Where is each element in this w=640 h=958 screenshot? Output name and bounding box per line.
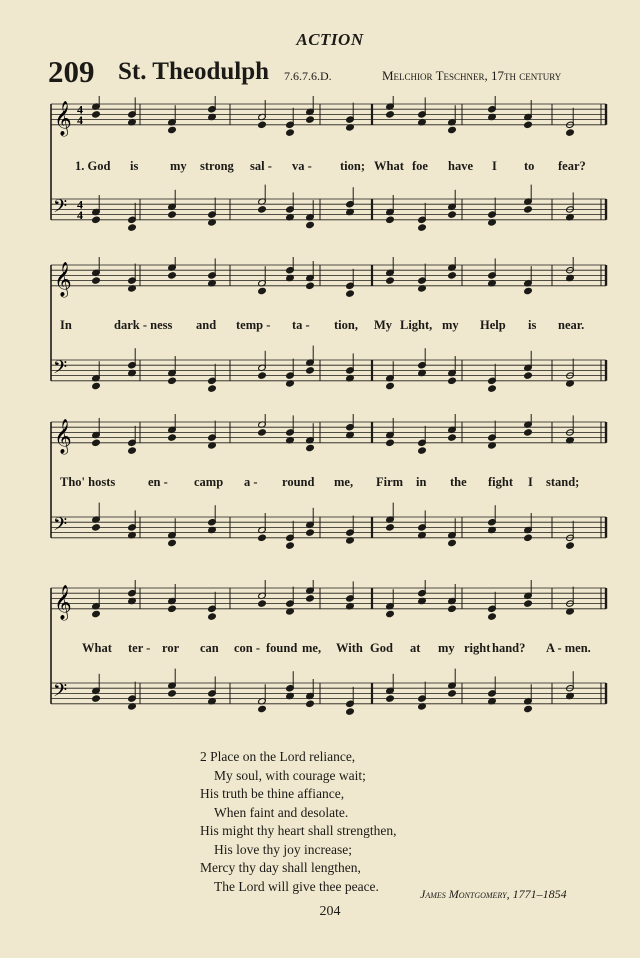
note-head [346,290,355,297]
lyric-syllable: my [438,641,455,655]
lyric-syllable: can [200,641,219,655]
note-head [386,277,395,284]
treble-clef-icon: 𝄞 [54,100,72,136]
lyric-syllable: fear? [558,159,586,173]
note-head [566,542,575,549]
verse-line: His love thy joy increase; [214,841,352,857]
bass-clef-icon: 𝄢 [53,196,68,222]
hymn-number: 209 [48,54,95,89]
lyric-syllable: stand; [546,475,580,489]
lyric-syllable: camp [194,475,224,489]
lyric-syllable: strong [200,159,234,173]
note-head [386,111,395,118]
note-head [524,206,533,213]
note-head [386,382,395,389]
note-head [286,129,295,136]
lyric-syllable: tion, [334,318,358,332]
note-head [168,434,177,441]
lyric-syllable: near. [558,318,585,332]
treble-clef-icon: 𝄞 [54,418,72,454]
note-head [92,695,101,702]
note-head [386,610,395,617]
lyric-syllable: have [448,159,473,173]
note-head [306,700,315,707]
bass-clef-icon: 𝄢 [53,357,68,383]
note-head [306,221,315,228]
lyric-syllable: I [492,159,497,173]
note-head [306,367,315,374]
bass-clef-icon: 𝄢 [53,514,68,540]
note-head [258,600,267,607]
note-head [92,382,101,389]
lyric-syllable: Light, [400,318,433,332]
lyric-syllable: hand? [492,641,526,655]
verse-line: 2 Place on the Lord reliance, [200,749,356,764]
note-head [92,111,101,118]
time-signature-top: 4 [77,197,83,212]
note-head [386,695,395,702]
lyric-syllable: My [374,318,393,332]
note-head [306,595,315,602]
note-head [168,211,177,218]
note-head [258,121,267,128]
lyric-syllable: round [282,475,315,489]
lyric-syllable: in [416,475,427,489]
lyric-syllable: 1. God [75,159,111,173]
lyric-syllable: temp - [236,318,271,332]
verse-line: His might thy heart shall strengthen, [200,823,397,838]
page-number: 204 [319,904,341,919]
lyric-syllable: my [170,159,187,173]
note-head [258,705,267,712]
note-head [258,372,267,379]
note-head [168,539,177,546]
lyric-syllable: tion; [340,159,365,173]
verse-line: When faint and desolate. [214,804,349,820]
note-head [346,708,355,715]
note-head [524,600,533,607]
note-head [92,216,101,223]
lyric-syllable: ta - [292,318,310,332]
note-head [448,377,457,384]
lyric-syllable: my [442,318,459,332]
note-head [258,429,267,436]
note-head [524,121,533,128]
note-head [92,610,101,617]
note-head [306,444,315,451]
lyric-syllable: ter - [128,641,151,655]
note-head [524,534,533,541]
verse-line: Mercy thy day shall lengthen, [200,860,361,875]
lyric-syllable: dark - ness [114,318,173,332]
note-head [92,439,101,446]
note-head [128,447,137,454]
note-head [168,272,177,279]
note-head [448,690,457,697]
lyric-syllable: con - [234,641,261,655]
lyric-syllable: a - [244,475,258,489]
verse-line: The Lord will give thee peace. [214,878,379,894]
lyric-syllable: to [524,159,535,173]
time-signature-top: 4 [77,102,83,117]
note-head [524,287,533,294]
lyric-syllable: Firm [376,475,404,489]
lyric-syllable: sal - [250,159,272,173]
note-head [524,429,533,436]
section-heading: ACTION [296,30,364,49]
note-head [448,605,457,612]
lyric-syllable: I [528,475,533,489]
lyric-syllable: What [374,159,404,173]
note-head [286,542,295,549]
lyric-syllable: fight [488,475,513,489]
note-head [448,211,457,218]
note-head [448,126,457,133]
treble-clef-icon: 𝄞 [54,261,72,297]
staff-notation [50,414,610,564]
note-head [128,224,137,231]
lyric-syllable: With [336,641,363,655]
note-head [168,605,177,612]
note-head [524,372,533,379]
note-head [488,385,497,392]
verse-line: His truth be thine affiance, [200,786,345,801]
composer: Melchior Teschner, 17th century [382,68,562,83]
lyric-syllable: is [130,159,139,173]
lyric-syllable: ror [162,641,180,655]
note-head [524,705,533,712]
tune-name: St. Theodulph [118,58,270,85]
note-head [258,534,267,541]
lyric-syllable: God [370,641,393,655]
note-head [258,206,267,213]
verse-line: My soul, with courage wait; [214,767,366,783]
note-head [306,529,315,536]
time-signature-bottom: 4 [77,112,83,127]
lyric-syllable: me, [334,475,354,489]
note-head [168,690,177,697]
note-head [386,439,395,446]
lyric-syllable: at [410,641,421,655]
lyric-syllable: and [196,318,217,332]
lyric-syllable: the [450,475,467,489]
note-head [448,272,457,279]
note-head [418,447,427,454]
note-head [92,277,101,284]
verse-number: 2 [200,749,207,764]
lyric-syllable: is [528,318,537,332]
note-head [208,613,217,620]
lyric-syllable: Help [480,318,506,332]
lyric-syllable: right [464,641,491,655]
lyric-syllable: Tho' hosts [60,475,116,489]
lyric-syllable: What [82,641,112,655]
author-credit: James Montgomery, 1771–1854 [420,887,567,901]
lyric-syllable: A - men. [546,641,591,655]
meter: 7.6.7.6.D. [284,69,332,83]
lyric-syllable: en - [148,475,168,489]
note-head [488,613,497,620]
bass-clef-icon: 𝄢 [53,680,68,706]
lyric-syllable: me, [302,641,322,655]
note-head [168,377,177,384]
lyric-syllable: va - [292,159,312,173]
note-head [208,385,217,392]
lyric-syllable: foe [412,159,428,173]
note-head [92,524,101,531]
lyric-syllable: found [266,641,298,655]
treble-clef-icon: 𝄞 [54,584,72,620]
lyric-syllable: In [60,318,72,332]
note-head [386,524,395,531]
note-head [418,224,427,231]
note-head [258,287,267,294]
note-head [168,126,177,133]
note-head [448,434,457,441]
note-head [306,282,315,289]
note-head [306,116,315,123]
note-head [448,539,457,546]
note-head [386,216,395,223]
verse-2 [200,748,530,896]
time-signature-bottom: 4 [77,207,83,222]
note-head [566,129,575,136]
